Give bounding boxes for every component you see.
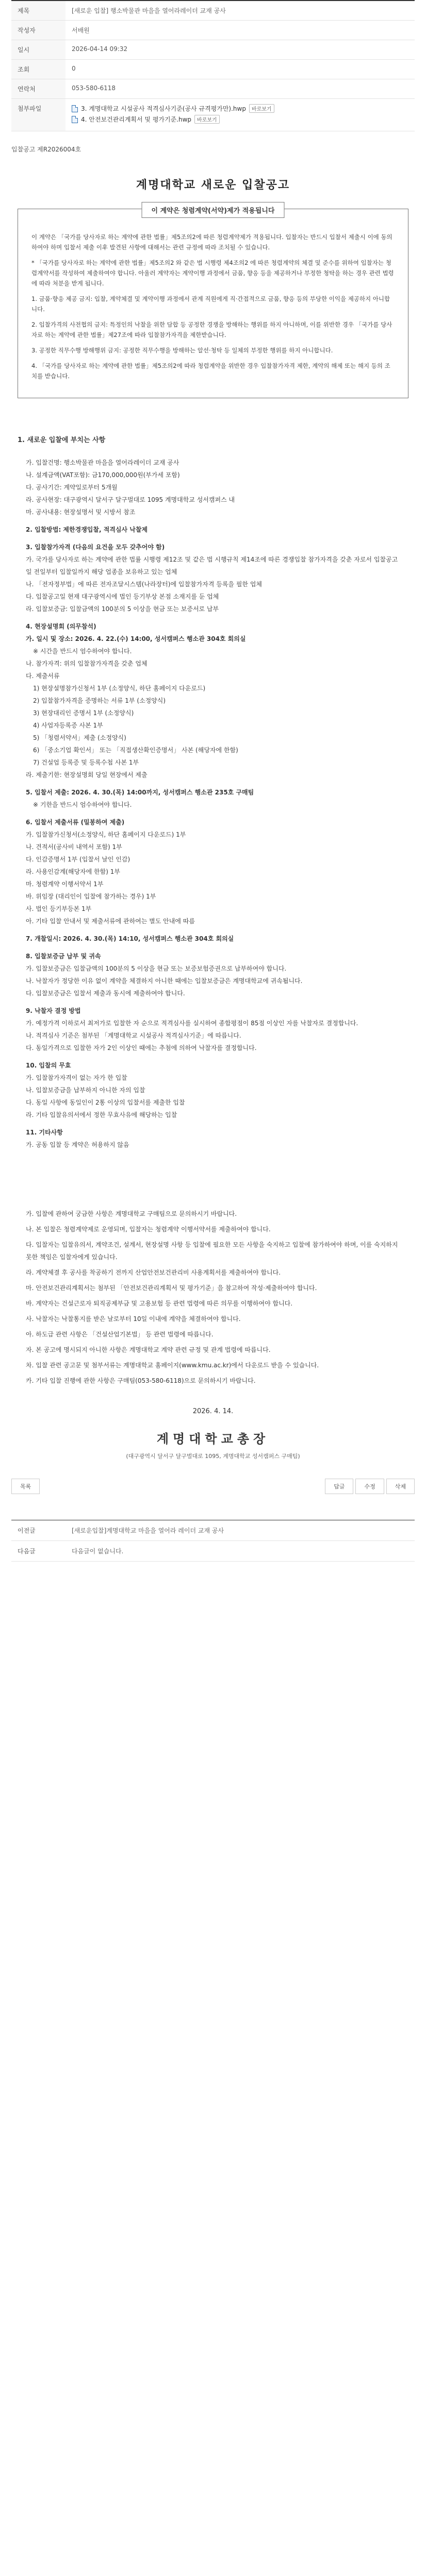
meta-value: 053-580-6118 [72,84,116,92]
hwp-file-icon [72,105,78,112]
body-line: 다. 제출서류 [26,672,60,680]
body-line: 가. 국가를 당사자로 하는 계약에 관한 법률 시행령 제12조 및 같은 법 시행규칙 제14조에 따른 경쟁입찰 참가자격을 갖춘 자로서 입찰공고일 전일부터 입찰일까지 해당 업종을 보유하고 있는 업체 [26,556,398,575]
meta-label: 작성자 [11,21,65,40]
meta-value: 2026-04-14 09:32 [72,45,128,53]
body-line: 사. 낙찰자는 낙찰통지를 받은 날로부터 10일 이내에 계약을 체결하여야 합니다. [26,1315,241,1323]
list-button[interactable]: 목록 [11,1479,40,1494]
box-paragraph: * 「국가를 당사자로 하는 계약에 관한 법률」제5조의2 와 같은 법 시행령 제4조의2 에 따른 청렴계약의 체결 및 준수를 위하여 입찰자는 청렴계약서를 작성하여 제출하여야 합니다. 아울러 계약자는 계약이행 과정에서 금품, 향응 등을 제공하거나 부정한 청탁을 하는 경우 관련 법령에 따라 처분을 받게 됩니다. [31,259,394,287]
body-line: 다. 입찰자는 입찰유의서, 계약조건, 설계서, 현장설명 사항 등 입찰에 필요한 모든 사항을 숙지하고 입찰에 참가하여야 하며, 이를 숙지하지 못한 책임은 입찰자에게 있습니다. [26,1241,398,1261]
prev-label: 이전글 [18,1527,36,1534]
body-line: 바. 계약자는 건설근로자 퇴직공제부금 및 고용보험 등 관련 법령에 따른 의무를 이행하여야 합니다. [26,1300,293,1307]
integrity-contract-box [18,209,408,398]
body-line: 7. 개찰일시: 2026. 4. 30.(목) 14:10, 성서캠퍼스 행소관 304호 회의실 [26,935,234,942]
body-line: 4. 현장설명회 (의무참석) [26,623,96,630]
meta-row-title [11,1,415,21]
body-line: 7) 건설업 등록증 및 등록수첩 사본 1부 [33,759,139,766]
attachment-link[interactable]: 3. 계명대학교 시설공사 적격심사기준(공사 규격평가만).hwp [81,105,246,112]
preview-button[interactable]: 바로보기 [194,115,220,124]
meta-row-contact [11,79,415,99]
issuer-name: 계명대학교총장 [156,1432,270,1446]
body-line: 다. 공사기간: 계약일로부터 5개월 [26,484,118,491]
meta-label: 조회 [11,60,65,79]
body-line: 라. 입찰보증금: 입찰금액의 100분의 5 이상을 현금 또는 보증서로 납부 [26,605,219,613]
meta-row-date [11,40,415,60]
body-line: 다. 인감증명서 1부 (입찰서 날인 인감) [26,856,130,863]
body-line: 5. 입찰서 제출: 2026. 4. 30.(목) 14:00까지, 성서캠퍼스 행소관 235호 구매팀 [26,789,254,796]
meta-row-attachments [11,99,415,131]
box-paragraph: 2. 입찰가격의 사전협의 금지: 특정인의 낙찰을 위한 담합 등 공정한 경쟁을 방해하는 행위를 하지 아니하며, 이를 위반한 경우 「국가를 당사자로 하는 계약에 관한 법률」제27조에 따라 입찰참가자격을 제한받습니다. [31,321,392,338]
body-line: 가. 입찰보증금은 입찰금액의 100분의 5 이상을 현금 또는 보증보험증권으로 납부하여야 합니다. [26,965,287,972]
body-line: 나. 참가자격: 위의 입찰참가자격을 갖춘 업체 [26,660,148,667]
body-line: 8. 입찰보증금 납부 및 귀속 [26,953,101,960]
body-line: 가. 입찰건명: 행소박물관 마을을 열어라레이더 교재 공사 [26,459,179,466]
body-line: 6) 「중소기업 확인서」 또는 「직접생산확인증명서」 사본 (해당자에 한함) [33,747,238,754]
action-buttons [325,1479,415,1494]
body-line: 라. 제출기한: 현장설명회 당일 현장에서 제출 [26,771,148,778]
body-line: 마. 청렴계약 이행서약서 1부 [26,880,104,888]
body-line: 나. 본 입찰은 청렴계약제로 운영되며, 입찰자는 청렴계약 이행서약서를 제출하여야 합니다. [26,1226,271,1233]
body-line: 아. 기타 입찰 안내서 및 제출서류에 관하여는 별도 안내에 따름 [26,918,195,925]
meta-value: 서배원 [72,27,90,34]
prev-post-row [11,1520,415,1541]
body-line: 차. 입찰 관련 공고문 및 첨부서류는 계명대학교 홈페이지(www.kmu.ac.kr)에서 다운로드 받을 수 있습니다. [26,1362,319,1369]
prev-post-link[interactable]: [새로운입찰]계명대학교 마을을 열어라 레이더 교재 공사 [72,1527,224,1534]
box-paragraph: 3. 공정한 직무수행 방해행위 금지: 공정한 직무수행을 방해하는 알선·청탁 등 일체의 부정한 행위를 하지 아니합니다. [31,347,333,354]
body-line: 1) 현장설명참가신청서 1부 (소정양식, 하단 홈페이지 다운로드) [33,685,206,692]
attachment-link[interactable]: 4. 안전보건관리계획서 및 평가기준.hwp [81,116,192,123]
body-line: 나. 낙찰자가 정당한 이유 없이 계약을 체결하지 아니한 때에는 입찰보증금은 계명대학교에 귀속됩니다. [26,977,303,985]
body-line: 5) 「청렴서약서」제출 (소정양식) [33,734,126,741]
section-2-body [26,1208,400,1387]
notice-date: 2026. 4. 14. [192,1408,234,1415]
body-line: 마. 안전보건관리계획서는 첨부된 「안전보건관리계획서 및 평가기준」을 참고하여 작성·제출하여야 합니다. [26,1284,317,1292]
next-post-row [11,1541,415,1562]
meta-label: 첨부파일 [11,99,65,131]
attachment-list [65,99,415,131]
meta-label: 연락처 [11,79,65,98]
body-line: 9. 낙찰자 결정 방법 [26,1007,81,1014]
body-line: 3) 현장대리인 증명서 1부 (소정양식) [33,709,134,717]
hwp-file-icon [72,116,78,123]
body-line: 바. 위임장 (대리인이 입찰에 참가하는 경우) 1부 [26,893,156,900]
delete-button[interactable]: 삭제 [386,1479,415,1494]
body-line: 아. 하도급 관련 사항은 「건설산업기본법」 등 관련 법령에 따릅니다. [26,1331,214,1338]
action-bar [11,1479,415,1494]
section-heading: 1. 새로운 입찰에 부치는 사항 [18,436,106,444]
meta-label: 일시 [11,40,65,59]
body-line: ※ 시간을 반드시 엄수하여야 합니다. [33,648,132,655]
body-line: 가. 공동 입찰 등 계약은 허용하지 않음 [26,1141,129,1148]
body-line: 카. 기타 입찰 진행에 관한 사항은 구매팀(053-580-6118)으로 문의하시기 바랍니다. [26,1377,256,1384]
body-line: 2) 입찰참가자격을 증명하는 서류 1부 (소정양식) [33,697,166,704]
integrity-box-label: 이 계약은 청렴계약(서약)제가 적용됩니다 [142,202,285,218]
document-title: 계명대학교 새로운 입찰공고 [136,179,290,192]
body-line: 나. 적격심사 기준은 첨부된 「계명대학교 시설공사 적격심사기준」에 따릅니다. [26,1032,241,1039]
body-line: 다. 입찰공고일 현재 대구광역시에 법인 등기부상 본점 소재지를 둔 업체 [26,593,219,600]
body-line: 라. 사용인감계(해당자에 한함) 1부 [26,868,120,875]
body-line: ※ 기한을 반드시 엄수하여야 합니다. [33,801,132,808]
meta-row-author [11,21,415,40]
issuer-address: (대구광역시 달서구 달구벌대로 1095, 계명대학교 성서캠퍼스 구매팀) [126,1453,300,1460]
body-line: 6. 입찰서 제출서류 (밀봉하여 제출) [26,819,125,826]
meta-value: 0 [72,65,76,72]
body-line: 4) 사업자등록증 사본 1부 [33,722,103,729]
body-line: 라. 계약체결 후 공사를 착공하기 전까지 산업안전보건관리비 사용계획서를 제출하여야 합니다. [26,1269,281,1276]
reply-button[interactable]: 답글 [325,1479,353,1494]
box-paragraph: 1. 금품·향응 제공 금지: 입찰, 계약체결 및 계약이행 과정에서 관계 직원에게 직·간접적으로 금품, 향응 등의 부당한 이익을 제공하지 아니합니다. [31,295,390,313]
meta-label: 제목 [11,1,65,20]
next-post-empty: 다음글이 없습니다. [72,1548,124,1555]
body-line: 나. 입찰보증금을 납부하지 아니한 자의 입찰 [26,1087,145,1094]
body-line: 10. 입찰의 무효 [26,1062,71,1069]
body-line: 다. 입찰보증금은 입찰서 제출과 동시에 제출하여야 합니다. [26,990,185,997]
spacer [0,1151,426,1208]
body-line: 가. 입찰참가신청서(소정양식, 하단 홈페이지 다운로드) 1부 [26,831,186,838]
edit-button[interactable]: 수정 [355,1479,384,1494]
body-line: 3. 입찰참가자격 (다음의 요건을 모두 갖추어야 함) [26,544,165,551]
attachment-item [72,104,408,113]
body-line: 사. 법인 등기부등본 1부 [26,905,92,912]
body-line: 라. 기타 입찰유의서에서 정한 무효사유에 해당하는 입찰 [26,1111,177,1118]
preview-button[interactable]: 바로보기 [249,104,274,113]
body-line: 나. 「전자정부법」에 따른 전자조달시스템(나라장터)에 입찰참가자격 등록을 필한 업체 [26,581,263,588]
box-paragraph: 이 계약은 「국가를 당사자로 하는 계약에 관한 법률」제5조의2에 따른 청렴계약제가 적용됩니다. 입찰자는 반드시 입찰서 제출시 이에 동의하여야 하며 입찰서 제출 이후 발견된 사항에 대해서는 관련 규정에 따라 조치될 수 있습니다. [31,233,392,251]
body-line: 나. 견적서(공사비 내역서 포함) 1부 [26,843,122,851]
next-label: 다음글 [18,1548,36,1555]
body-line: 가. 일시 및 장소: 2026. 4. 22.(수) 14:00, 성서캠퍼스 행소관 304호 회의실 [26,635,246,642]
attachment-item [72,115,408,124]
body-line: 나. 설계금액(VAT포함): 금170,000,000원(부가세 포함) [26,471,180,479]
body-line: 다. 동일가격으로 입찰한 자가 2인 이상인 때에는 추첨에 의하여 낙찰자를 결정합니다. [26,1044,257,1052]
body-line: 2. 입찰방법: 제한경쟁입찰, 적격심사 낙찰제 [26,526,148,533]
post-navigation [11,1520,415,1562]
body-line: 11. 기타사항 [26,1129,63,1136]
box-paragraph: 4. 「국가를 당사자로 하는 계약에 관한 법률」제5조의2에 따라 청렴계약을 위반한 경우 입찰참가자격 제한, 계약의 해제 또는 해지 등의 조치를 받습니다. [31,362,390,380]
body-line: 마. 공사내용: 현장설명서 및 시방서 참조 [26,509,136,516]
body-line: 가. 예정가격 이하로서 최저가로 입찰한 자 순으로 적격심사를 실시하여 종합평점이 85점 이상인 자를 낙찰자로 결정합니다. [26,1020,358,1027]
post-meta-table [11,0,415,131]
body-line: 가. 입찰에 관하여 궁금한 사항은 계명대학교 구매팀으로 문의하시기 바랍니다. [26,1210,237,1217]
body-line: 자. 본 공고에 명시되지 아니한 사항은 계명대학교 계약 관련 규정 및 관계 법령에 따릅니다. [26,1346,271,1353]
notice-number: 입찰공고 제R2026004호 [11,146,81,153]
body-line: 라. 공사현장: 대구광역시 달서구 달구벌대로 1095 계명대학교 성서캠퍼스 내 [26,496,235,503]
section-1-body [26,456,400,1151]
meta-value: [새로운 입찰] 행소박물관 마을을 열어라레이더 교재 공사 [72,7,226,14]
meta-row-views [11,60,415,79]
body-line: 가. 입찰참가자격이 없는 자가 한 입찰 [26,1074,127,1081]
body-line: 다. 동일 사항에 동일인이 2통 이상의 입찰서를 제출한 입찰 [26,1099,185,1106]
